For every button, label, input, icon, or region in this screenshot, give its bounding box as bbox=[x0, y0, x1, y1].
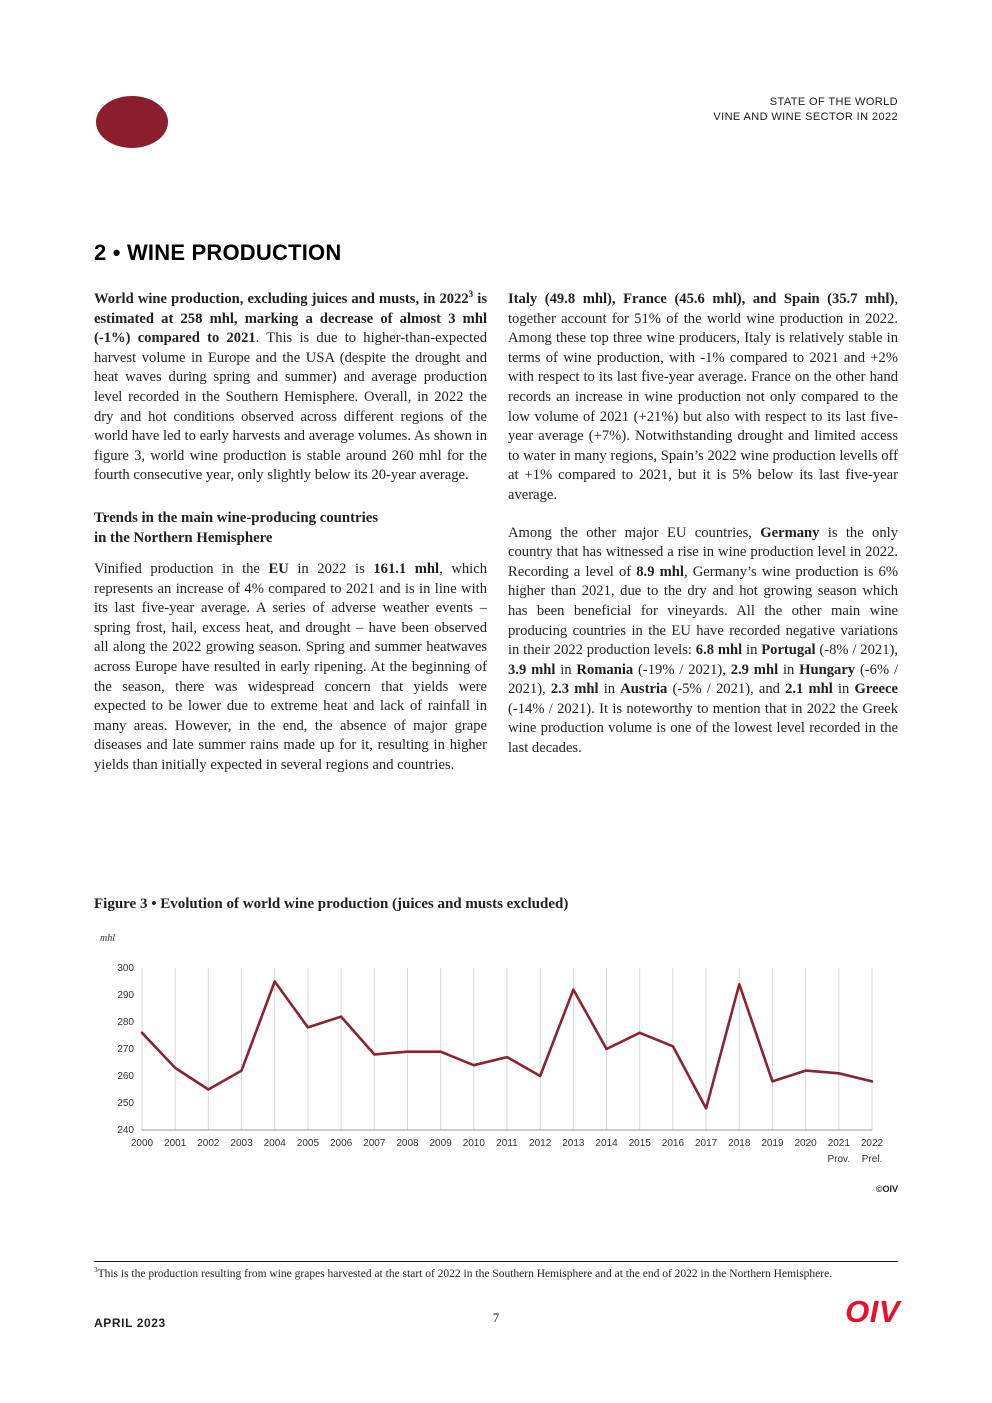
oiv-oval-logo bbox=[96, 96, 168, 148]
report-title-header bbox=[713, 95, 898, 125]
x-tick-label: 2022 bbox=[860, 1138, 884, 1149]
left-column bbox=[94, 290, 487, 793]
footnote: $^3$This is the production resulting from wine grapes harvested at the start of 2022 in the Southern Hemisphere and at the end of 2022 in the Northern Hemisphere. bbox=[94, 1266, 833, 1280]
x-tick-label: 2018 bbox=[728, 1138, 751, 1149]
x-tick-label: 2014 bbox=[595, 1138, 618, 1149]
subsection-heading-line: Trends in the main wine-producing countries bbox=[94, 509, 379, 526]
figure-caption: Figure 3 • Evolution of world wine production (juices and musts excluded) bbox=[94, 896, 569, 912]
x-tick-label: 2004 bbox=[263, 1138, 286, 1149]
x-tick-label: 2000 bbox=[130, 1138, 154, 1149]
oiv-logo: OIV bbox=[845, 1294, 900, 1329]
y-tick-label: 260 bbox=[117, 1071, 134, 1082]
x-tick-label: 2019 bbox=[761, 1138, 784, 1149]
x-tick-label: 2013 bbox=[562, 1138, 585, 1149]
x-tick-label: 2010 bbox=[462, 1138, 485, 1149]
x-tick-label: 2012 bbox=[529, 1138, 552, 1149]
paragraph-other-eu-countries: Among the other major EU countries, Germany is the only country that has witnessed a rise in wine production level in 2022. Recording a level of 8.9 mhl, Germany’s wine production is 6% higher than 2021, due to the dry and hot growing season which has been beneficial for vineyards. All the other main wine producing countries in the EU have recorded negative variations in their 2022 production levels: 6.8 mhl in Portugal (-8% / 2021), 3.9 mhl in Romania (-19% / 2021), 2.9 mhl in Hungary (-6% / 2021), 2.3 mhl in Austria (-5% / 2021), and 2.1 mhl in Greece (-14% / 2021). It is noteworthy to mention that in 2022 the Greek wine production volume is one of the lowest level recorded in the last decades. bbox=[508, 524, 898, 757]
figure3-chart-svg bbox=[94, 925, 898, 1170]
x-tick-label: 2006 bbox=[329, 1138, 353, 1149]
x-tick-sublabel: Prel. bbox=[861, 1154, 883, 1165]
y-tick-label: 280 bbox=[117, 1017, 134, 1028]
section-title: 2 • WINE PRODUCTION bbox=[94, 240, 342, 265]
y-tick-label: 300 bbox=[117, 963, 134, 974]
x-tick-label: 2011 bbox=[496, 1138, 518, 1149]
x-tick-label: 2008 bbox=[396, 1138, 419, 1149]
header-line2: VINE AND WINE SECTOR IN 2022 bbox=[713, 111, 898, 123]
x-tick-label: 2007 bbox=[363, 1138, 386, 1149]
y-tick-label: 250 bbox=[117, 1098, 134, 1109]
paragraph-top-producers: Italy (49.8 mhl), France (45.6 mhl), and Spain (35.7 mhl), together account for 51% of the world wine production in 2022. Among these top three wine producers, Italy is relatively stable in terms of wine production, with -1% compared to 2021 and +2% with respect to its last five-year average. France on the other hand records an increase in wine production not only compared to the low volume of 2021 (+21%) but also with respect to its last five-year average (+7%). Notwithstanding drought and limited access to water in many regions, Spain’s 2022 wine production levells off at +1% compared to 2021, but it is 5% below its last five-year average. bbox=[508, 291, 898, 503]
x-tick-sublabel: Prov. bbox=[827, 1154, 851, 1165]
y-tick-label: 240 bbox=[117, 1125, 134, 1136]
subsection-heading bbox=[94, 508, 487, 548]
paragraph-eu-production: Vinified production in the EU in 2022 is 161.1 mhl, which represents an increase of 4% compared to 2021 and is in line with its last five-year average. A series of adverse weather events – spring frost, hail, excess heat, and drought – have been observed all along the 2022 growing season. Spring and summer heatwaves across Europe have resulted in early ripening. At the beginning of the season, there was widespread concern that yields were expected to be lower due to extreme heat and lack of rainfall in many areas. However, in the end, the absence of major grape diseases and late summer rains made up for it, resulting in higher yields than initially expected in several regions and countries. bbox=[94, 560, 488, 773]
header-line1: STATE OF THE WORLD bbox=[769, 96, 898, 108]
right-column bbox=[508, 290, 898, 793]
paragraph-intro: World wine production, excluding juices and musts, in 2022$^3$ is estimated at 258 mhl, marking a decrease of almost 3 mhl (-1%) compared to 2021. This is due to higher-than-expected harvest volume in Europe and the USA (despite the drought and heat waves during spring and summer) and average production level recorded in the Southern Hemisphere. Overall, in 2022 the dry and hot conditions observed across different regions of the world have led to early harvests and average volumes. As shown in figure 3, world wine production is stable around 260 mhl for the fourth consecutive year, only slightly below its 20-year average. bbox=[94, 289, 488, 484]
footnote-divider bbox=[94, 1261, 898, 1262]
x-tick-label: 2020 bbox=[794, 1138, 817, 1149]
footer-date: APRIL 2023 bbox=[94, 1316, 166, 1330]
body-columns bbox=[94, 290, 898, 793]
y-axis-unit-label: mhl bbox=[100, 933, 115, 944]
figure3-chart bbox=[94, 925, 898, 1170]
x-tick-label: 2002 bbox=[197, 1138, 220, 1149]
x-tick-label: 2016 bbox=[661, 1138, 685, 1149]
chart-credit: ©OIV bbox=[875, 1184, 898, 1194]
x-tick-label: 2021 bbox=[827, 1138, 850, 1149]
page-number: 7 bbox=[492, 1310, 500, 1325]
y-tick-label: 290 bbox=[117, 990, 134, 1001]
x-tick-label: 2009 bbox=[429, 1138, 452, 1149]
x-tick-label: 2015 bbox=[628, 1138, 651, 1149]
subsection-heading-line: in the Northern Hemisphere bbox=[94, 529, 273, 546]
x-tick-label: 2005 bbox=[296, 1138, 320, 1149]
x-tick-label: 2003 bbox=[230, 1138, 253, 1149]
x-tick-label: 2001 bbox=[164, 1138, 187, 1149]
x-tick-label: 2017 bbox=[694, 1138, 718, 1149]
y-tick-label: 270 bbox=[117, 1044, 134, 1055]
